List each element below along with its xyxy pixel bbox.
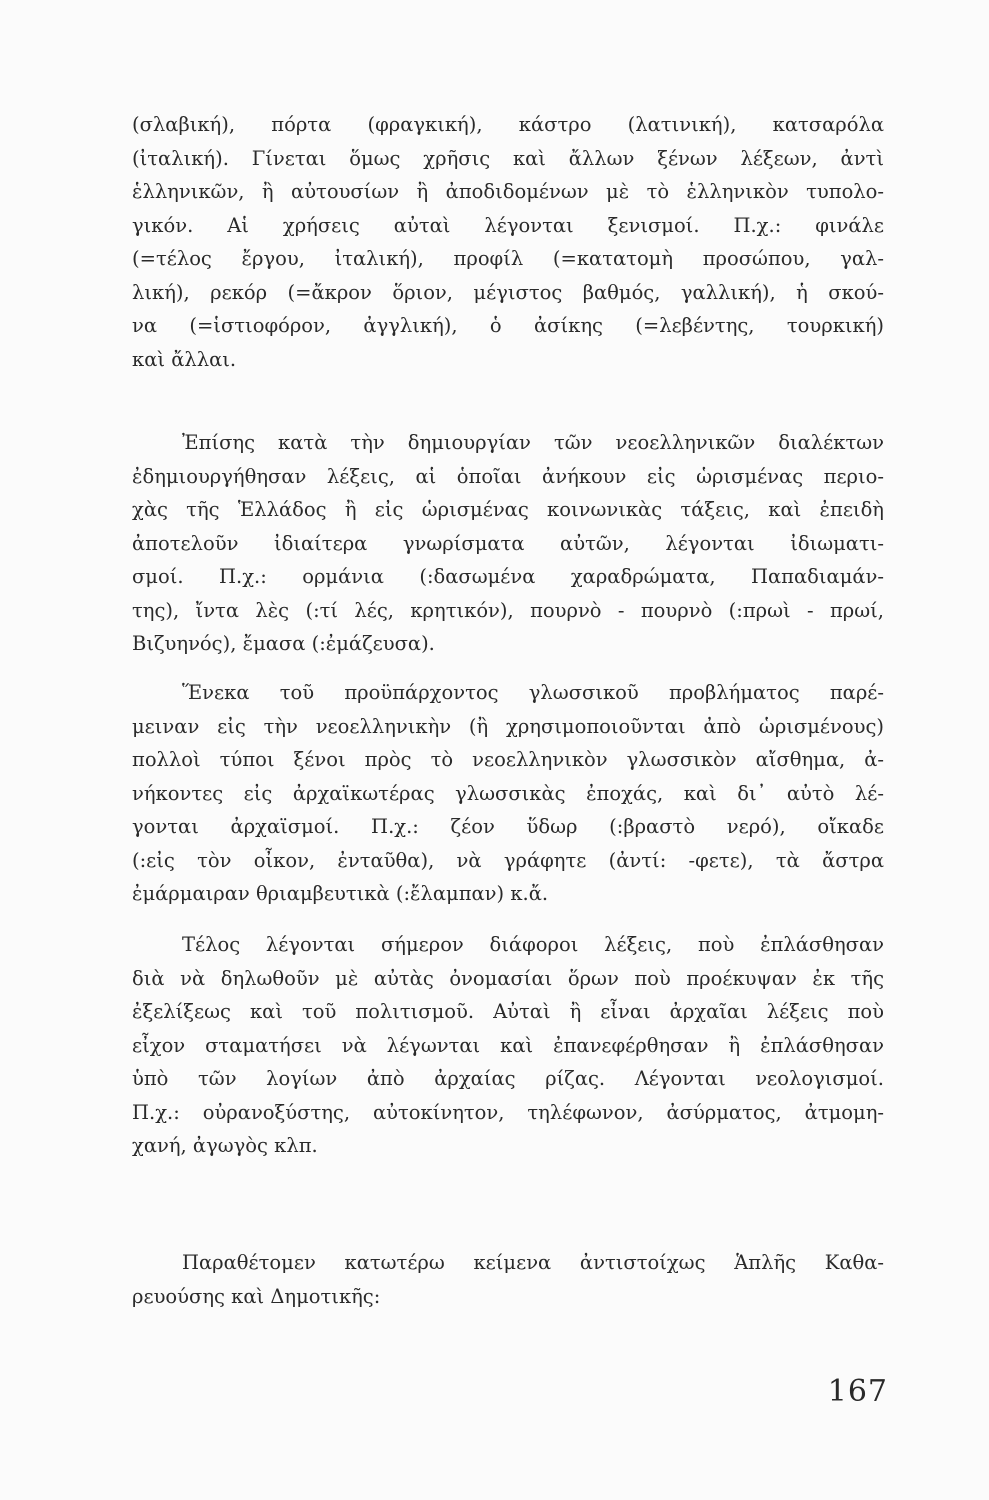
paragraph-archaisms	[132, 676, 884, 911]
paragraph-neologisms	[132, 928, 884, 1163]
text-line: να (=ἱστιοφόρον, ἀγγλική), ὁ ἀσίκης (=λεβέντης, τουρκική)	[132, 314, 884, 337]
text-line: μειναν εἰς τὴν νεοελληνικὴν (ἢ χρησιμοποιοῦνται ἀπὸ ὡρισμένους)	[132, 714, 884, 738]
text-line: ἐμάρμαιραν θριαμβευτικὰ (:ἔλαμπαν) κ.ἄ.	[132, 882, 549, 905]
paragraph-intro-texts	[132, 1246, 884, 1313]
text-line: σμοί. Π.χ.: ορμάνια (:δασωμένα χαραδρώματα, Παπαδιαμάν-	[132, 565, 884, 588]
text-line: Ἐπίσης κατὰ τὴν δημιουργίαν τῶν νεοελληνικῶν διαλέκτων	[182, 431, 884, 454]
text-line: καὶ ἄλλαι.	[132, 347, 237, 371]
text-line: ρευούσης καὶ Δημοτικῆς:	[132, 1284, 381, 1308]
text-line: χὰς τῆς Ἑλλάδος ἢ εἰς ὡρισμένας κοινωνικὰς τάξεις, καὶ ἐπειδὴ	[132, 498, 884, 521]
text-line: ἐδημιουργήθησαν λέξεις, αἱ ὁποῖαι ἀνήκουν εἰς ὡρισμένας περιο-	[132, 464, 884, 488]
text-line: πολλοὶ τύποι ξένοι πρὸς τὸ νεοελληνικὸν γλωσσικὸν αἴσθημα, ἀ-	[132, 748, 884, 771]
text-line: ἑλληνικῶν, ἢ αὐτουσίων ἢ ἀποδιδομένων μὲ τὸ ἑλληνικὸν τυπολο-	[132, 180, 884, 203]
text-line: (=τέλος ἔργου, ἰταλική), προφίλ (=κατατομὴ προσώπου, γαλ-	[132, 247, 884, 270]
text-line: λική), ρεκόρ (=ἄκρον ὅριον, μέγιστος βαθμός, γαλλική), ἡ σκού-	[132, 280, 884, 304]
text-line: Τέλος λέγονται σήμερον διάφοροι λέξεις, ποὺ ἐπλάσθησαν	[182, 933, 884, 956]
text-line: χανή, ἀγωγὸς κλπ.	[132, 1134, 318, 1157]
text-line: νήκοντες εἰς ἀρχαϊκωτέρας γλωσσικὰς ἐποχάς, καὶ δι᾿ αὐτὸ λέ-	[132, 781, 884, 805]
text-line: (σλαβική), πόρτα (φραγκική), κάστρο (λατινική), κατσαρόλα	[132, 113, 884, 136]
text-line: (ἰταλική). Γίνεται ὅμως χρῆσις καὶ ἄλλων ξένων λέξεων, ἀντὶ	[132, 146, 884, 170]
text-line: (:εἰς τὸν οἶκον, ἐνταῦθα), νὰ γράφητε (ἀντί: -φετε), τὰ ἄστρα	[132, 848, 884, 872]
text-line: Π.χ.: οὐρανοξύστης, αὐτοκίνητον, τηλέφωνον, ἀσύρματος, ἀτμομη-	[132, 1100, 884, 1124]
text-line: ἐξελίξεως καὶ τοῦ πολιτισμοῦ. Αὐταὶ ἢ εἶναι ἀρχαῖαι λέξεις ποὺ	[132, 1000, 884, 1023]
text-line: γονται ἀρχαϊσμοί. Π.χ.: ζέον ὕδωρ (:βραστὸ νερό), οἴκαδε	[132, 815, 884, 838]
text-line: διὰ νὰ δηλωθοῦν μὲ αὐτὰς ὀνομασίαι ὅρων ποὺ προέκυψαν ἐκ τῆς	[132, 966, 884, 990]
text-line: Παραθέτομεν κατωτέρω κείμενα ἀντιστοίχως Ἁπλῆς Καθα-	[182, 1251, 884, 1274]
paragraph-idioms	[132, 426, 884, 661]
text-line: γικόν. Αἱ χρήσεις αὐταὶ λέγονται ξενισμοί. Π.χ.: φινάλε	[132, 213, 884, 237]
page-number: 167	[827, 1374, 888, 1409]
text-line: Ἕνεκα τοῦ προϋπάρχοντος γλωσσικοῦ προβλήματος παρέ-	[182, 681, 884, 704]
text-line: εἶχον σταματήσει νὰ λέγωνται καὶ ἐπανεφέρθησαν ἢ ἐπλάσθησαν	[132, 1033, 884, 1057]
text-line: ἀποτελοῦν ἰδιαίτερα γνωρίσματα αὐτῶν, λέγονται ἰδιωματι-	[132, 531, 884, 555]
paragraph-foreign-terms	[132, 108, 884, 376]
text-line: της), ἴντα λὲς (:τί λές, κρητικόν), πουρνὸ - πουρνὸ (:πρωὶ - πρωί,	[132, 598, 884, 622]
text-line: Βιζυηνός), ἔμασα (:ἐμάζευσα).	[132, 632, 435, 655]
text-line: ὑπὸ τῶν λογίων ἀπὸ ἀρχαίας ρίζας. Λέγονται νεολογισμοί.	[132, 1067, 884, 1090]
